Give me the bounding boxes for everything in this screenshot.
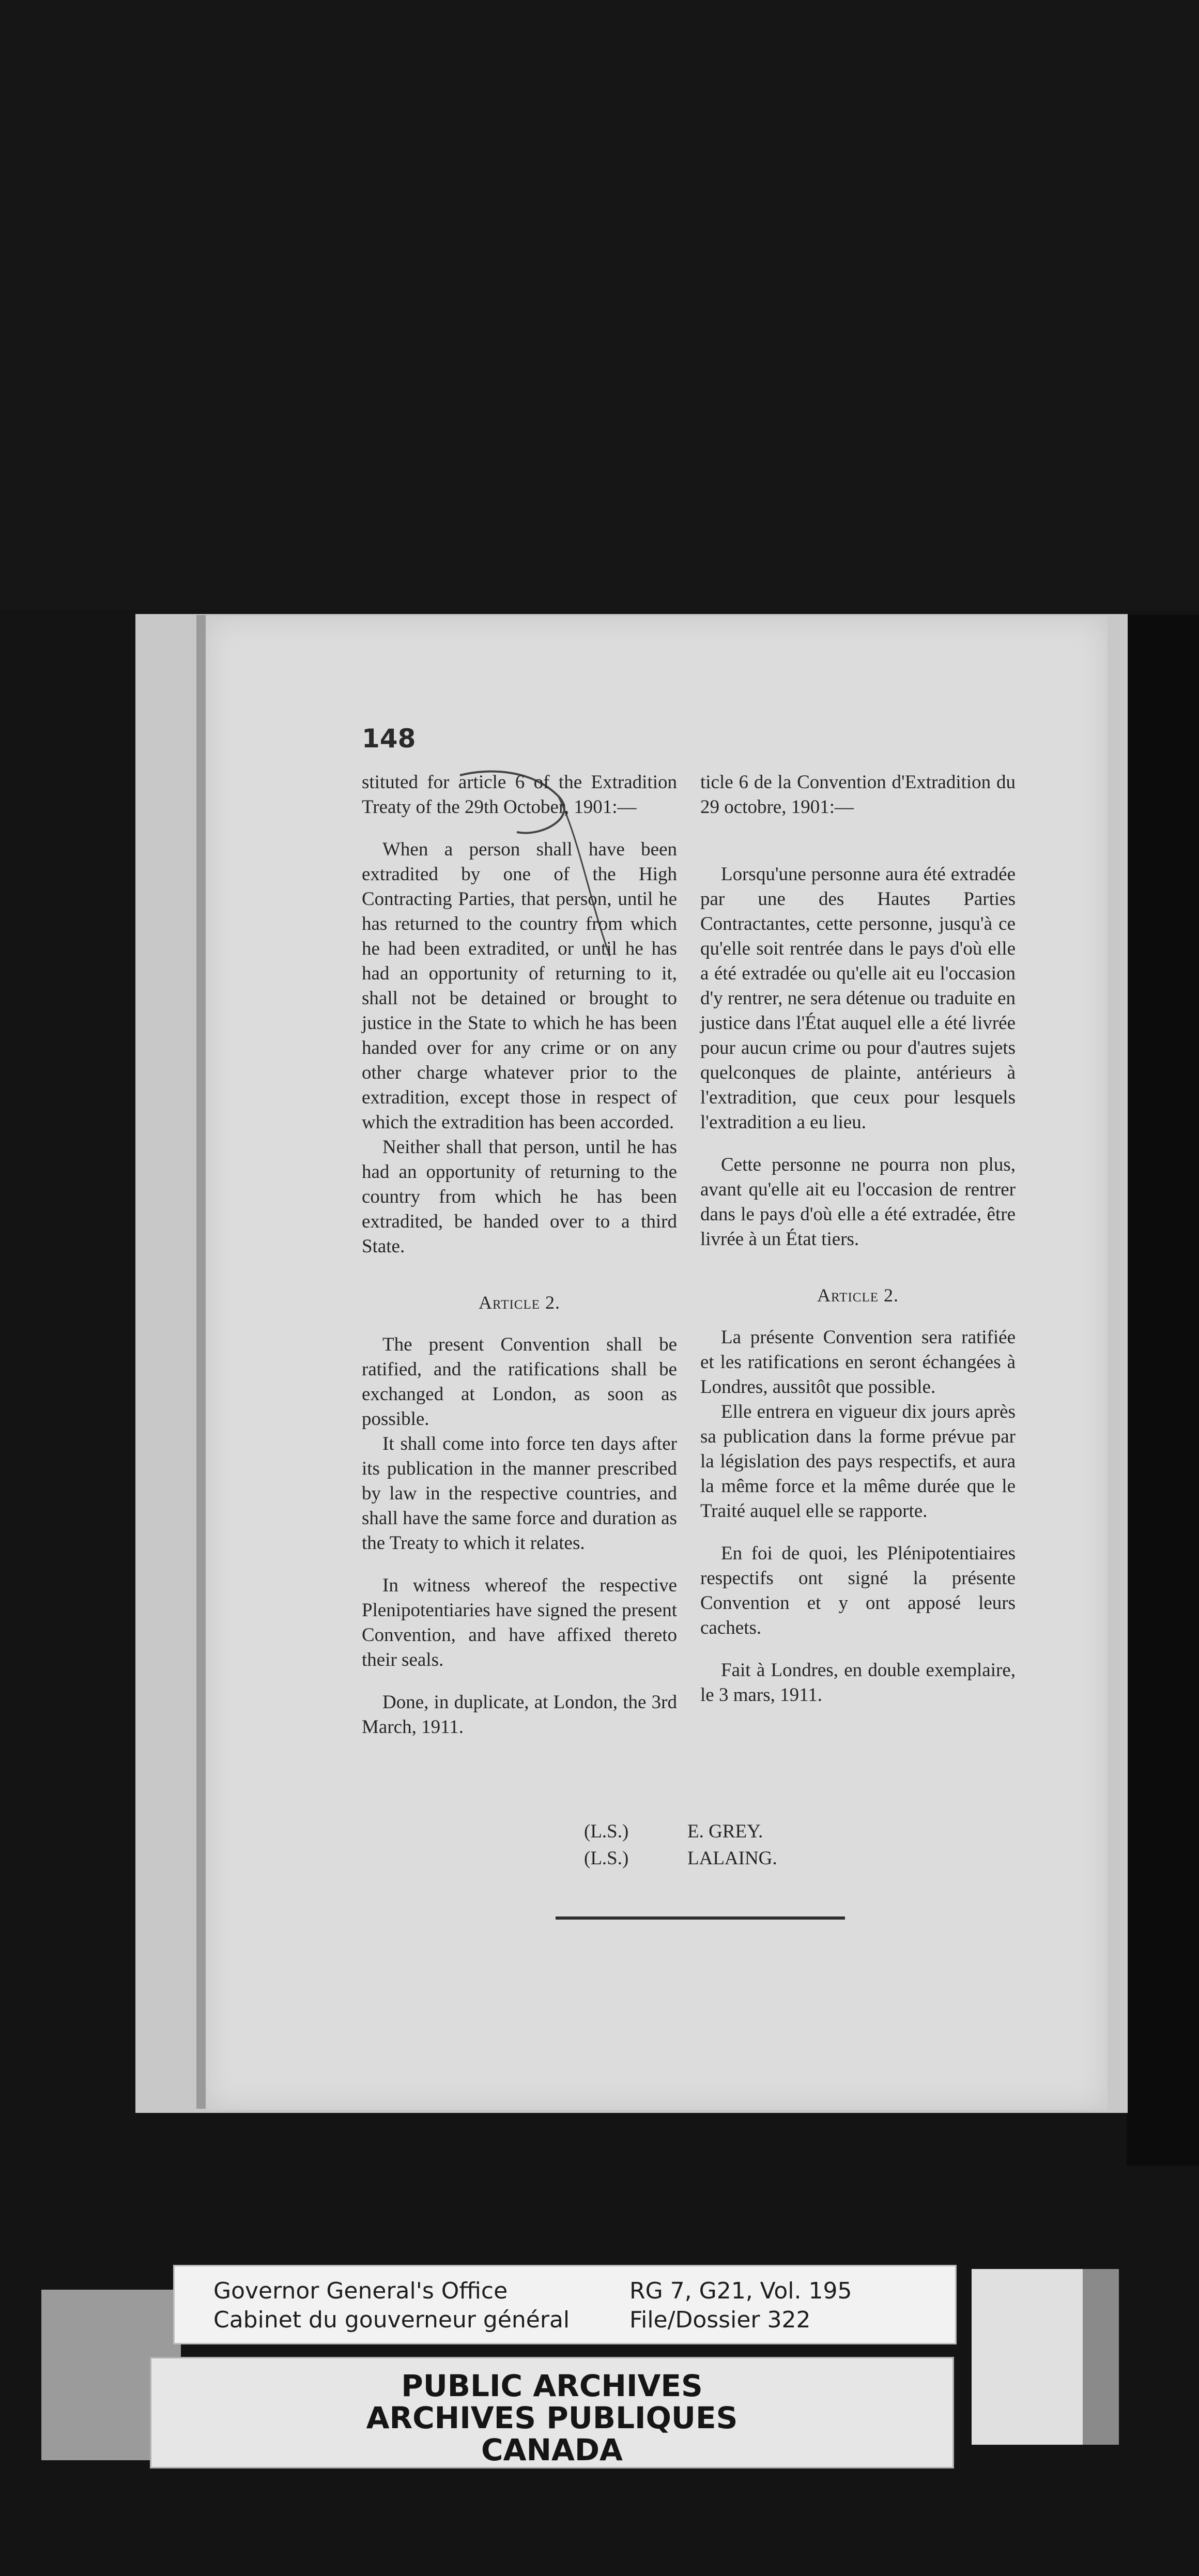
file-number: File/Dossier 322 [629,2307,811,2333]
paragraph: Neither shall that person, until he has had an opportunity of returning to the country from which he has been extradited, be handed over to a third State. [362,1137,677,1257]
signature-seal-2: (L.S.) [584,1848,629,1869]
paragraph: ticle 6 de la Convention d'Extradition du 29 octobre, 1901:— [700,772,1016,818]
film-block-right-dark [1083,2269,1119,2445]
record-group: RG 7, G21, Vol. 195 [629,2278,852,2304]
closing-rule [556,1916,845,1920]
signature-name-1: E. GREY. [687,1821,763,1842]
paragraph: Lorsqu'une personne aura été extradée par une des Hautes Parties Contractantes, cette personne, jusqu'à ce qu'elle soit rentrée dans le pays d'où elle a été extradée ou qu'elle ait eu l'occasion d'y rentrer, ne sera détenue ou traduite en justice dans l'État auquel elle a été livrée pour aucun crime ou pour d'autres sujets quelconques de plainte, antérieurs à l'extradition, que ceux pour lesquels l'extradition a eu lieu. [700,864,1016,1133]
film-block-right [972,2269,1083,2445]
paragraph: In witness whereof the respective Plenipotentiaries have signed the present Convention, and have affixed thereto their seals. [362,1575,677,1670]
paragraph: Cette personne ne pourra non plus, avant qu'elle ait eu l'occasion de rentrer dans le pays d'où elle a été extradée, être livrée à un État tiers. [700,1154,1016,1250]
paragraph: La présente Convention sera ratifiée et les ratifications en seront échangées à Londres, aussitôt que possible. [700,1327,1016,1398]
signature-seal-1: (L.S.) [584,1821,629,1842]
archive-stamp [150,2357,954,2468]
paragraph: En foi de quoi, les Plénipotentiaires respectifs ont signé la présente Convention et y ont apposé leurs cachets. [700,1543,1016,1638]
paragraph: stituted for article 6 of the Extradition Treaty of the 29th October, 1901:— [362,772,677,818]
stamp-line-2: ARCHIVES PUBLIQUES [366,2400,738,2435]
stamp-line-3: CANADA [481,2432,623,2467]
film-background [0,0,1199,610]
film-edge [1127,615,1199,2166]
article-heading: Article 2. [479,1292,560,1313]
paragraph: The present Convention shall be ratified, and the ratifications shall be exchanged at London, as soon as possible. [362,1334,677,1430]
paragraph: It shall come into force ten days after its publication in the manner prescribed by law in the respective countries, and shall have the same force and duration as the Treaty to which it relates. [362,1433,677,1554]
office-english: Governor General's Office [213,2278,508,2304]
signature-name-2: LALAING. [687,1848,777,1869]
paragraph: Fait à Londres, en double exemplaire, le 3 mars, 1911. [700,1660,1016,1706]
english-column [362,770,677,1740]
paragraph: Elle entrera en vigueur dix jours après sa publication dans la forme prévue par la législation des pays respectifs, et aura la même force et la même durée que le Traité auquel elle se rapporte. [700,1401,1016,1522]
stamp-line-1: PUBLIC ARCHIVES [401,2368,703,2403]
page-binding-edge [196,615,206,2109]
article-heading: Article 2. [817,1285,899,1306]
paragraph: Done, in duplicate, at London, the 3rd March, 1911. [362,1692,677,1738]
paragraph: When a person shall have been extradited by one of the High Contracting Parties, that person, until he has returned to the country from which he had been extradited, or until he has had an opportunity of returning to it, shall not be detained or brought to justice in the State to which he has been handed over for any crime or on any other charge whatever prior to the extradition, except those in respect of which the extradition has been accorded. [362,839,677,1133]
office-french: Cabinet du gouverneur général [213,2307,570,2333]
archive-reference-label [173,2265,957,2344]
page-number: 148 [362,724,416,754]
french-column [700,770,1016,1708]
